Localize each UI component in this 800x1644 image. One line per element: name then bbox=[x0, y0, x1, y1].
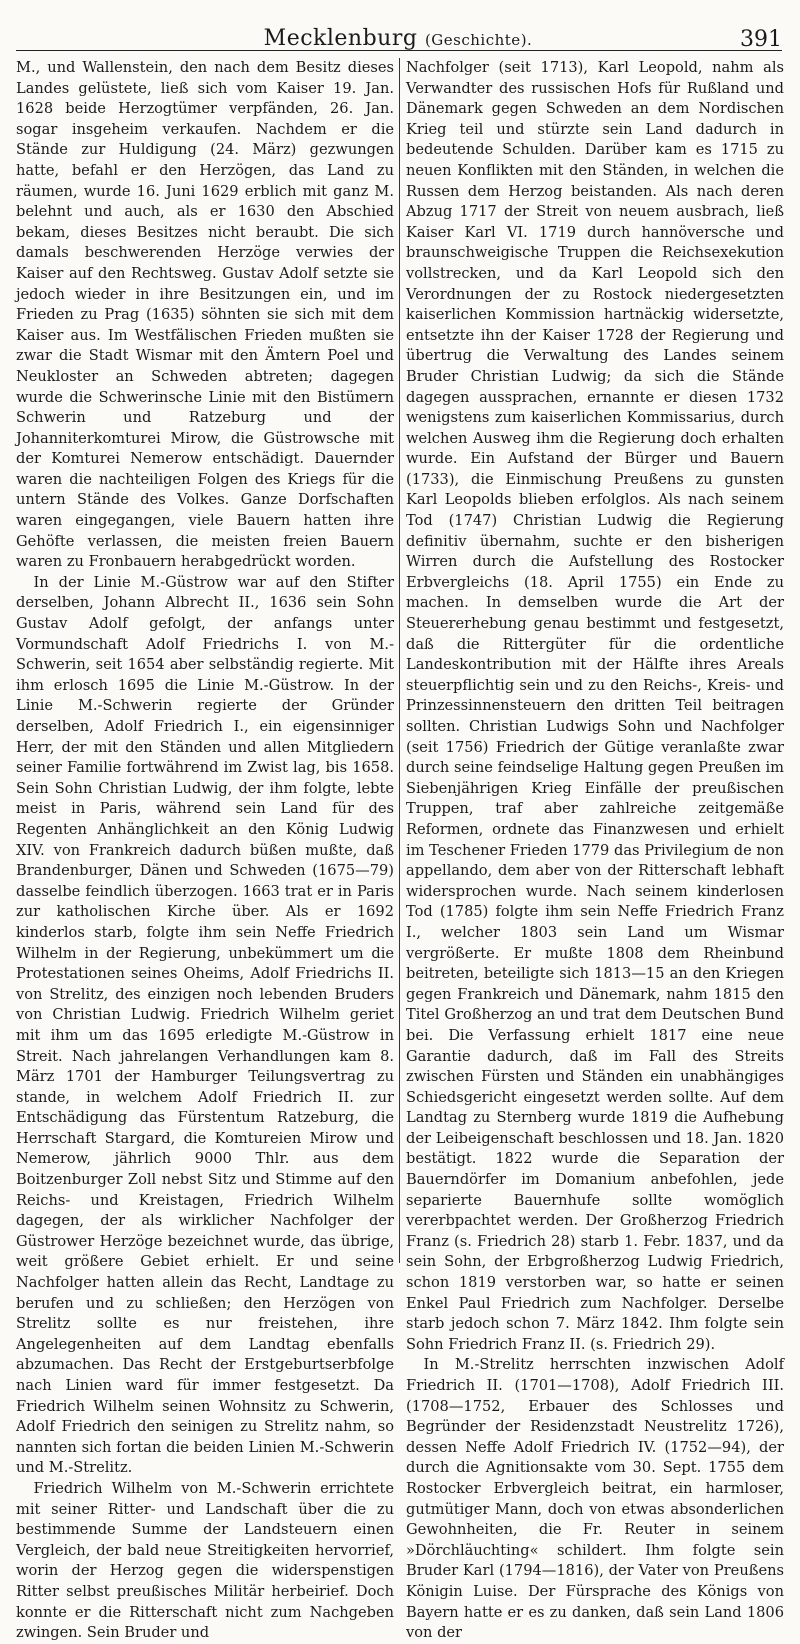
paragraph: Friedrich Wilhelm von M.-Schwerin errichtete mit seiner Ritter- und Landschaft über die zu bestimmende Summe der Landsteuern einen Vergleich, der bald neue Streitigkeiten hervorrief, worin der Herzog gegen die widerspenstigen Ritter selbst preußisches Militär herbeirief. Doch konnte er die Ritterschaft nicht zum Nachgeben zwingen. Sein Bruder und bbox=[16, 1479, 394, 1642]
header-title: Mecklenburg bbox=[263, 26, 418, 51]
page-number: 391 bbox=[740, 27, 782, 52]
running-title bbox=[14, 26, 782, 51]
header-rule bbox=[16, 50, 782, 51]
left-column bbox=[16, 58, 394, 1642]
column-divider bbox=[399, 58, 400, 1263]
right-column bbox=[406, 58, 784, 1642]
paragraph: M., und Wallenstein, den nach dem Besitz dieses Landes gelüstete, ließ sich vom Kaiser 19. Jan. 1628 beide Herzogtümer verpfänden, 26. Jan. sogar insgeheim verkaufen. Nachdem er die Stände zur Huldigung (24. März) gezwungen hatte, befahl er den Herzögen, das Land zu räumen, wurde 16. Juni 1629 erblich mit ganz M. belehnt und auch, als er 1630 den Abschied bekam, dieses Besitzes nicht beraubt. Die sich damals beschwerenden Herzöge verwies der Kaiser auf den Rechtsweg. Gustav Adolf setzte sie jedoch wieder in ihre Besitzungen ein, und im Frieden zu Prag (1635) söhnten sie sich mit dem Kaiser aus. Im Westfälischen Frieden mußten sie zwar die Stadt Wismar mit den Ämtern Poel und Neukloster an Schweden abtreten; dagegen wurde die Schwerinsche Linie mit den Bistümern Schwerin und Ratzeburg und der Johanniterkomturei Mirow, die Güstrowsche mit der Komturei Nemerow entschädigt. Dauernder waren die nachteiligen Folgen des Kriegs für die untern Stände des Volkes. Ganze Dorfschaften waren eingegangen, viele Bauern hatten ihre Gehöfte verlassen, die meisten freien Bauern waren zu Fronbauern herabgedrückt worden. bbox=[16, 59, 394, 571]
paragraph: In der Linie M.-Güstrow war auf den Stifter derselben, Johann Albrecht II., 1636 sein Sohn Gustav Adolf gefolgt, der anfangs unter Vormundschaft Adolf Friedrichs I. von M.-Schwerin, seit 1654 aber selbständig regierte. Mit ihm erlosch 1695 die Linie M.-Güstrow. In der Linie M.-Schwerin regierte der Gründer derselben, Adolf Friedrich I., ein eigensinniger Herr, der mit den Ständen und allen Mitgliedern seiner Familie fortwährend im Zwist lag, bis 1658. Sein Sohn Christian Ludwig, der ihm folgte, lebte meist in Paris, während sein Land für des Regenten Anhänglichkeit an den König Ludwig XIV. von Frankreich dadurch büßen mußte, daß Brandenburger, Dänen und Schweden (1675—79) dasselbe feindlich überzogen. 1663 trat er in Paris zur katholischen Kirche über. Als er 1692 kinderlos starb, folgte ihm sein Neffe Friedrich Wilhelm in der Regierung, unbekümmert um die Protestationen seines Oheims, Adolf Friedrichs II. von Strelitz, des einzigen noch lebenden Bruders von Christian Ludwig. Friedrich Wilhelm geriet mit ihm um das 1695 erledigte M.-Güstrow in Streit. Nach jahrelangen Verhandlungen kam 8. März 1701 der Hamburger Teilungsvertrag zu stande, in welchem Adolf Friedrich II. zur Entschädigung das Fürstentum Ratzeburg, die Herrschaft Stargard, die Komtureien Mirow und Nemerow, jährlich 9000 Thlr. aus dem Boitzenburger Zoll nebst Sitz und Stimme auf den Reichs- und Kreistagen, Friedrich Wilhelm dagegen, der als wirklicher Nachfolger der Güstrower Herzöge bezeichnet wurde, das übrige, weit größere Gebiet erhielt. Er und seine Nachfolger hatten allein das Recht, Landtage zu berufen und zu schließen; den Herzögen von Strelitz sollte es nur freistehen, ihre Angelegenheiten auf dem Landtag ebenfalls abzumachen. Das Recht der Erstgeburtserbfolge nach Linien ward für immer festgesetzt. Da Friedrich Wilhelm seinen Wohnsitz zu Schwerin, Adolf Friedrich den seinigen zu Strelitz nahm, so nannten sich fortan die beiden Linien M.-Schwerin und M.-Strelitz. bbox=[16, 573, 394, 1477]
page-header bbox=[14, 20, 782, 60]
paragraph: Nachfolger (seit 1713), Karl Leopold, nahm als Verwandter des russischen Hofs für Rußland und Dänemark gegen Schweden an dem Nordischen Krieg teil und stürzte sein Land dadurch in bedeutende Schulden. Darüber kam es 1715 zu neuen Konflikten mit den Ständen, in welchen die Russen dem Herzog beistanden. Als nach deren Abzug 1717 der Streit von neuem ausbrach, ließ Kaiser Karl VI. 1719 durch hannöversche und braunschweigische Truppen die Reichsexekution vollstrecken, und da Karl Leopold sich den Verordnungen der zu Rostock niedergesetzten kaiserlichen Kommission hartnäckig widersetzte, entsetzte ihn der Kaiser 1728 der Regierung und übertrug die Verwaltung des Landes seinem Bruder Christian Ludwig; da sich die Stände dagegen aussprachen, ernannte er diesen 1732 wenigstens zum kaiserlichen Kommissarius, durch welchen Ausweg ihm die Regierung doch erhalten wurde. Ein Aufstand der Bürger und Bauern (1733), die Einmischung Preußens zu gunsten Karl Leopolds blieben erfolglos. Als nach seinem Tod (1747) Christian Ludwig die Regierung definitiv übernahm, suchte er den bisherigen Wirren durch die Aufstellung des Rostocker Erbvergleichs (18. April 1755) ein Ende zu machen. In demselben wurde die Art der Steuererhebung genau bestimmt und festgesetzt, daß die Rittergüter für die ordentliche Landeskontribution mit der Hälfte ihres Areals steuerpflichtig sein und zu den Reichs-, Kreis- und Prinzessinnensteuern den dritten Teil beitragen sollten. Christian Ludwigs Sohn und Nachfolger (seit 1756) Friedrich der Gütige veranlaßte zwar durch seine feindselige Haltung gegen Preußen im Siebenjährigen Krieg Einfälle der preußischen Truppen, traf aber zahlreiche zeitgemäße Reformen, ordnete das Finanzwesen und erhielt im Teschener Frieden 1779 das Privilegium de non appellando, dem aber von der Ritterschaft lebhaft widersprochen wurde. Nach seinem kinderlosen Tod (1785) folgte ihm sein Neffe Friedrich Franz I., welcher 1803 sein Land um Wismar vergrößerte. Er mußte 1808 dem Rheinbund beitreten, beteiligte sich 1813—15 an den Kriegen gegen Frankreich und Dänemark, nahm 1815 den Titel Großherzog an und trat dem Deutschen Bund bei. Die Verfassung erhielt 1817 eine neue Garantie dadurch, daß im Fall des Streits zwischen Fürsten und Ständen ein unabhängiges Schiedsgericht eingesetzt werden sollte. Auf dem Landtag zu Sternberg wurde 1819 die Aufhebung der Leibeigenschaft beschlossen und 18. Jan. 1820 bestätigt. 1822 wurde die Separation der Bauerndörfer im Domanium anbefohlen, jede separierte Bauernhufe sollte womöglich vererbpachtet werden. Der Großherzog Friedrich Franz (s. Friedrich 28) starb 1. Febr. 1837, und da sein Sohn, der Erbgroßherzog Ludwig Friedrich, schon 1819 verstorben war, so hatte er seinen Enkel Paul Friedrich zum Nachfolger. Derselbe starb jedoch schon 7. März 1842. Ihm folgte sein Sohn Friedrich Franz II. (s. Friedrich 29). bbox=[406, 59, 784, 1353]
paragraph: In M.-Strelitz herrschten inzwischen Adolf Friedrich II. (1701—1708), Adolf Friedrich III. (1708—1752, Erbauer des Schlosses und Begründer der Residenzstadt Neustrelitz 1726), dessen Neffe Adolf Friedrich IV. (1752—94), der durch die Agnitionsakte vom 30. Sept. 1755 dem Rostocker Erbvergleich beitrat, ein harmloser, gutmütiger Mann, doch von etwas absonderlichen Gewohnheiten, die Fr. Reuter in seinem »Dörchläuchting« schildert. Ihm folgte sein Bruder Karl (1794—1816), der Vater von Preußens Königin Luise. Der Fürsprache des Königs von Bayern hatte er es zu danken, daß sein Land 1806 von der bbox=[406, 1356, 784, 1642]
header-subtitle: (Geschichte). bbox=[424, 31, 533, 49]
